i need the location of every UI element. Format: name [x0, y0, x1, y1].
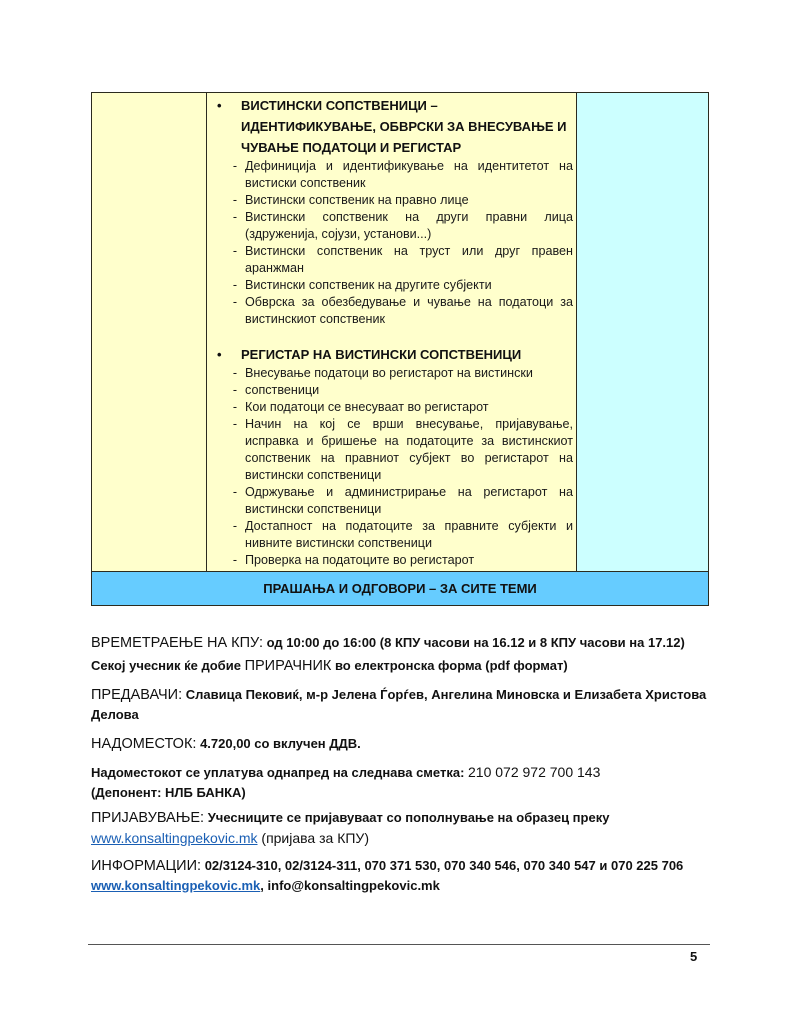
- topic-item: - Вистински сопственик на труст или друг правен аранжман: [215, 243, 573, 277]
- topic-item: - Внесување податоци во регистарот на вистински: [215, 365, 573, 382]
- contact-block: ИНФОРМАЦИИ: 02/3124-310, 02/3124-311, 070 371 530, 070 340 546, 070 340 547 и 070 225 706 www.konsaltingpekovic.mk, info@konsaltingpekovic.mk: [91, 858, 684, 893]
- topics-cell: [207, 93, 577, 571]
- dash-icon: -: [232, 485, 238, 499]
- topic-section-beneficial-owners: [215, 95, 573, 328]
- dash-icon: -: [232, 210, 238, 224]
- fee-line: НАДОМЕСТОК: 4.720,00 со вклучен ДДВ.: [91, 736, 361, 752]
- registration-block: ПРИЈАВУВАЊЕ: Учесниците се пријавуваат со пополнување на образец преку www.konsaltingpekovic.mk (пријава за КПУ): [91, 810, 610, 846]
- topic-item: - Проверка на податоците во регистарот: [215, 552, 573, 569]
- topic-item: - Вистински сопственик на другите субјекти: [215, 277, 573, 294]
- dash-icon: -: [232, 519, 238, 533]
- dash-icon: -: [232, 278, 238, 292]
- empty-right-cell: [577, 93, 708, 571]
- dash-icon: -: [232, 295, 238, 309]
- page-number: 5: [690, 949, 698, 964]
- dash-icon: -: [232, 400, 238, 414]
- qa-footer-row: ПРАШАЊА И ОДГОВОРИ – ЗА СИТЕ ТЕМИ: [92, 571, 708, 605]
- manual-line: Секој учесник ќе добие ПРИРАЧНИК во електронска форма (pdf формат): [91, 658, 568, 674]
- topic-item: - Вистински сопственик на други правни лица (здруженија, сојузи, установи...): [215, 209, 573, 243]
- topics-row: [92, 93, 708, 571]
- topic-section-register: [215, 344, 573, 569]
- dash-icon: -: [232, 193, 238, 207]
- topic-item: - Дефиниција и идентификување на идентитетот на вистиски сопственик: [215, 158, 573, 192]
- dash-icon: -: [232, 366, 238, 380]
- registration-website-link[interactable]: www.konsaltingpekovic.mk: [91, 830, 258, 846]
- topic-item: - Кои податоци се внесуваат во регистарот: [215, 399, 573, 416]
- topic-heading: • ВИСТИНСКИ СОПСТВЕНИЦИ – ИДЕНТИФИКУВАЊЕ, ОБВРСКИ ЗА ВНЕСУВАЊЕ И ЧУВАЊЕ ПОДАТОЦИ И РЕГИСТАР: [215, 95, 573, 158]
- topic-heading: • РЕГИСТАР НА ВИСТИНСКИ СОПСТВЕНИЦИ: [215, 344, 573, 365]
- topic-item: - Одржување и администрирање на регистарот на вистински сопственици: [215, 484, 573, 518]
- dash-icon: -: [232, 417, 238, 431]
- topic-item: - Обврска за обезбедување и чување на податоци за вистинскиот сопственик: [215, 294, 573, 328]
- topic-item: - Вистински сопственик на правно лице: [215, 192, 573, 209]
- empty-left-cell: [92, 93, 207, 571]
- duration-line: ВРЕМЕТРАЕЊЕ НА КПУ: од 10:00 до 16:00 (8 КПУ часови на 16.12 и 8 КПУ часови на 17.12): [91, 635, 685, 651]
- dash-icon: -: [232, 244, 238, 258]
- bullet-icon: •: [217, 98, 222, 113]
- contact-email: , info@konsaltingpekovic.mk: [260, 878, 440, 893]
- bullet-icon: •: [217, 347, 222, 362]
- dash-icon: -: [232, 553, 238, 567]
- lecturers-block: ПРЕДАВАЧИ: Славица Пековиќ, м-р Јелена Ѓорѓев, Ангелина Миновска и Елизабета Христова Делова: [91, 687, 707, 722]
- contact-website-link[interactable]: www.konsaltingpekovic.mk: [91, 878, 261, 893]
- topic-item: - Достапност на податоците за правните субјекти и нивните вистински сопственици: [215, 518, 573, 552]
- dash-icon: -: [232, 383, 238, 397]
- footer-divider: [88, 944, 710, 945]
- topic-item: - сопственици: [215, 382, 573, 399]
- course-topics-table: [91, 92, 709, 606]
- payment-block: Надоместокот се уплатува однапред на следнава сметка: 210 072 972 700 143 (Депонент: НЛБ БАНКА): [91, 764, 601, 800]
- topic-item: - Начин на кој се врши внесување, пријавување, исправка и бришење на податоците за вистинскиот сопственик на правниот субјект во регистарот на вистински сопственици: [215, 416, 573, 484]
- dash-icon: -: [232, 159, 238, 173]
